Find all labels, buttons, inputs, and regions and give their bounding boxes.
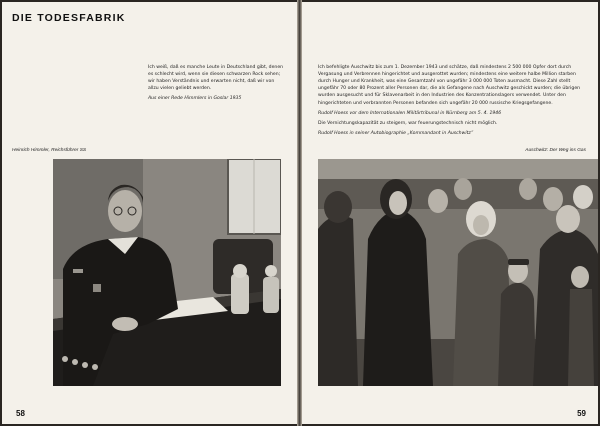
- testimony-paragraph: Ich befehligte Auschwitz bis zum 1. Dezember 1943 und schätze, daß mindestens 2 500 000 Opfer dort durch Vergasung und Verbrennen hingerichtet und ausgerottet wurden; mindestens eine weitere halbe Million starben durch Hunger und Krankheit, was eine Gesamtzahl von ungefähr 3 000 000 Toten ausmacht. Diese Zahl stellt ungefähr 70 oder 80 Prozent aller Personen dar, die als Gefangene nach Auschwitz geschickt wurden; die übrigen wurden ausgesucht und für Sklavenarbeit in den Industrien des Konzentrationslagers verwendet. Unter den hingerichteten und verbrannten Personen befanden sich ungefähr 20 000 russische Kriegsgefangene.: [318, 65, 581, 106]
- autobiography-quote: Die Vernichtungskapazität zu steigern, war feuerungstechnisch nicht möglich.: [318, 120, 498, 126]
- left-photo-caption: Heinrich Himmler, Reichsführer SS: [12, 148, 87, 153]
- testimony-source: Rudolf Hoess vor dem Internationalen Militärtribunal in Nürnberg am 5. 4. 1946: [318, 110, 502, 116]
- right-photo-caption: Auschwitz: Der Weg ins Gas: [525, 148, 586, 153]
- left-page: [2, 2, 297, 424]
- section-title: DIE TODESFABRIK: [12, 12, 126, 24]
- himmler-quote: [148, 64, 286, 103]
- right-page-number: 59: [577, 409, 586, 418]
- right-page: [302, 2, 598, 424]
- auschwitz-photo: [318, 159, 598, 386]
- quote-source: Aus einer Rede Himmlers in Goslar 1935: [148, 96, 242, 102]
- autobiography-source: Rudolf Hoess in seiner Autobiographie „Kommandant in Auschwitz“: [318, 130, 474, 136]
- quote-text: Ich weiß, daß es manche Leute in Deutschland gibt, denen es schlecht wird, wenn sie diesen schwarzen Rock sehen; wir haben Verständnis und erwarten nicht, daß wir von allzu vielen geliebt werden.: [148, 65, 284, 92]
- himmler-photo: [53, 159, 281, 386]
- left-page-number: 58: [16, 409, 25, 418]
- hoess-testimony: [318, 64, 588, 140]
